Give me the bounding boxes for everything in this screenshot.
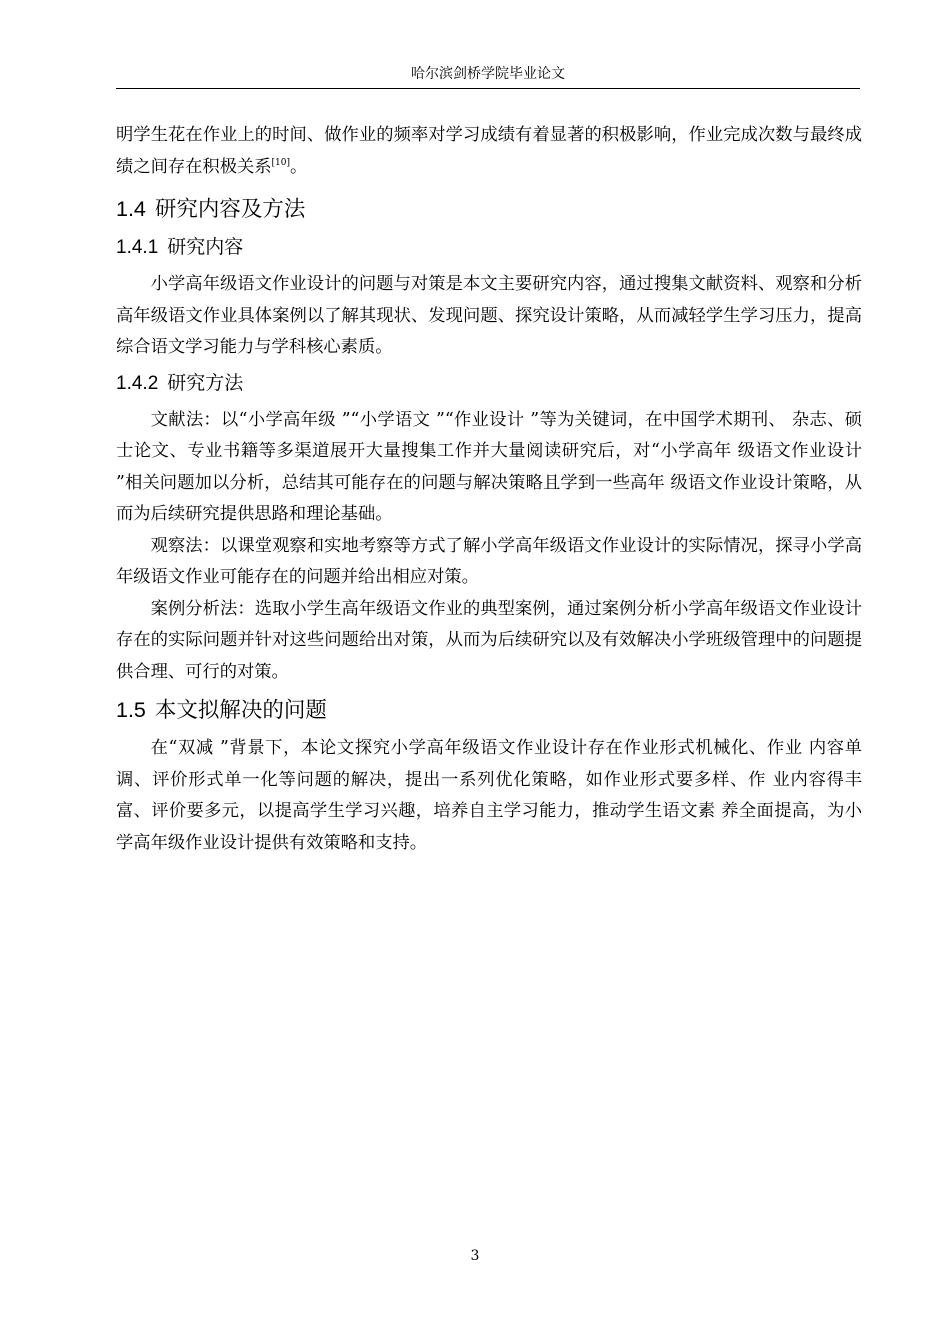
running-header: 哈尔滨剑桥学院毕业论文 <box>411 66 565 82</box>
intro-end: 。 <box>290 156 308 177</box>
section-heading-1-5 <box>116 696 862 725</box>
subsection-number: 1.4.1 <box>116 237 159 258</box>
header-rule <box>116 88 860 89</box>
subsection-heading-1-4-2 <box>116 370 862 397</box>
observation-method-paragraph: 观察法：以课堂观察和实地考察等方式了解小学高年级语文作业设计的实际情况，探寻小学高年级语文作业可能存在的问题并给出相应对策。 <box>116 535 862 587</box>
subsection-heading-1-4-1 <box>116 234 862 261</box>
page-body <box>116 120 862 859</box>
subsection-number: 1.4.2 <box>116 372 159 394</box>
section-number: 1.4 <box>116 197 146 221</box>
section-number: 1.5 <box>116 698 146 722</box>
section-title: 本文拟解决的问题 <box>154 698 327 723</box>
problem-statement-paragraph: 在“双减 ”背景下，本论文探究小学高年级语文作业设计存在作业形式机械化、作业 内容单调、评价形式单一化等问题的解决，提出一系列优化策略，如作业形式要多样、作 业内容得丰富、评价要多元，以提高学生学习兴趣，培养自主学习能力，推动学生语文素 养全面提高，为小学高年级作业设计提供有效策略和支持。 <box>116 738 862 853</box>
page-number: 3 <box>470 1248 480 1264</box>
citation-ref: [10] <box>271 157 291 168</box>
research-content-paragraph: 小学高年级语文作业设计的问题与对策是本文主要研究内容，通过搜集文献资料、观察和分析高年级语文作业具体案例以了解其现状、发现问题、探究设计策略，从而减轻学生学习压力，提高综合语文学习能力与学科核心素质。 <box>116 274 862 357</box>
literature-method-paragraph: 文献法：以“小学高年级 ”“小学语文 ”“作业设计 ”等为关键词，在中国学术期刊、 杂志、硕士论文、专业书籍等多渠道展开大量搜集工作并大量阅读研究后，对“小学高年 级语文作业设计 ”相关问题加以分析，总结其可能存在的问题与解决策略且学到一些高年 级语文作业设计策略，从而为后续研究提供思路和理论基础。 <box>116 409 862 524</box>
section-heading-1-4 <box>116 195 862 224</box>
intro-paragraph <box>116 120 862 183</box>
subsection-title: 研究方法 <box>167 371 244 394</box>
subsection-title: 研究内容 <box>167 236 244 258</box>
case-analysis-paragraph: 案例分析法：选取小学生高年级语文作业的典型案例，通过案例分析小学高年级语文作业设计存在的实际问题并针对这些问题给出对策，从而为后续研究以及有效解决小学班级管理中的问题提供合理、可行的对策。 <box>116 598 862 682</box>
intro-text: 明学生花在作业上的时间、做作业的频率对学习成绩有着显著的积极影响，作业完成次数与最终成绩之间存在积极关系 <box>116 125 862 177</box>
section-title: 研究内容及方法 <box>154 197 306 222</box>
